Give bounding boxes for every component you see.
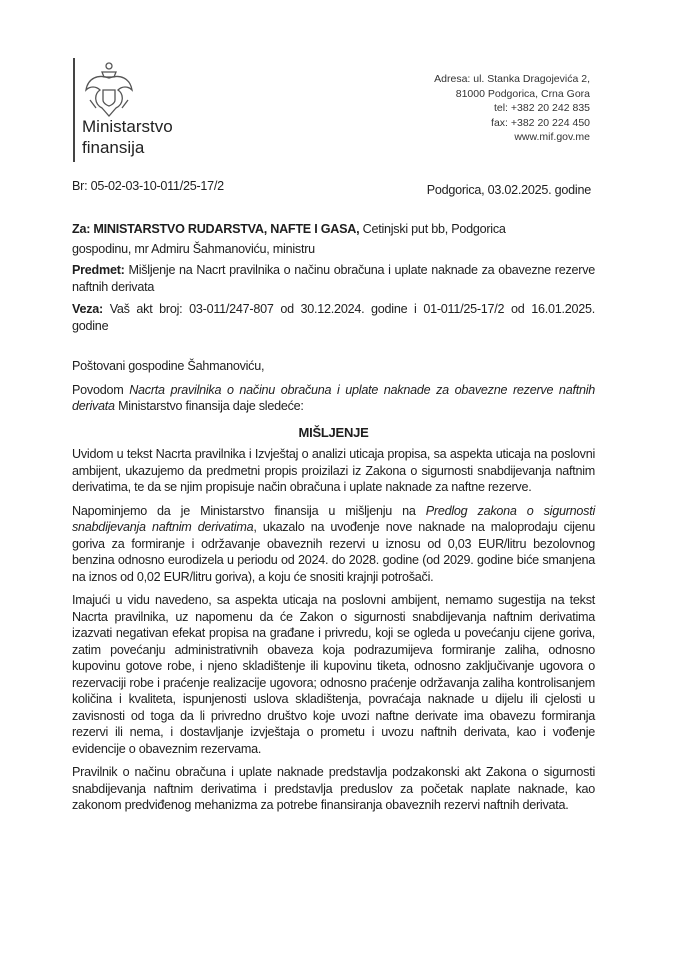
paragraph-3: Imajući u vidu navedeno, sa aspekta uticaja na poslovni ambijent, nemamo sugestija na tekst Nacrta pravilnika, uz napomenu da će Zakon o sigurnosti snabdijevanja naftnim derivatima izazvati negativan efekat propisa na građane i privredu, koji se ogleda u povećanju cijene goriva, zatim povećanju administrativnih obaveza koja podrazumijeva formiranje zaliha, odnosno kupovinu gotove robe, i njeno skladištenje ili kupovinu tiketa, odnosno zaključivanje ugovora o rezervaciji robe i praćenje realizacije ugovora; odnosno praćenje održavanja zaliha kontrolisanjem količina i kvaliteta, ispunjenosti uslova skladištenja, povraćaja naknade u dijelu ili cjelosti u zavisnosti od toga da li privredno društvo koje uvozi naftne derivate ima obavezu formiranja rezervi ili nema, i dostavljanje izvještaja o prometu i uvozu naftnih derivata, kao i vođenje evidencije o obaveznim rezervama. [72, 593, 595, 756]
subject-text: Mišljenje na Nacrt pravilnika o načinu obračuna i uplate naknade za obavezne rezerve naftnih derivata [72, 263, 595, 294]
paragraph-4: Pravilnik o načinu obračuna i uplate naknade predstavlja podzakonski akt Zakona o sigurnosti snabdijevanja naftnim derivatima i predstavlja preduslov za početak naplate naknade, kao zakonom predviđenog mehanizma za potrebe finansiranja obaveznih rezervi naftnih derivata. [72, 765, 595, 812]
ministry-name [82, 116, 173, 158]
paragraph-2-text-end: , ukazalo na uvođenje nove naknade na maloprodaju cijenu goriva za formiranje i održavanje obaveznih rezervi u iznosu od 0,03 EUR/litru bezolovnog benzina odnosno eurodizela u periodu od 2024. do 2028. godine (od 2029. godine biće smanjena na iznos od 0,02 EUR/litru goriva), a koju će snositi krajnji potrošači. [72, 520, 595, 584]
link-text: Vaš akt broj: 03-011/247-807 od 30.12.2024. godine i 01-011/25-17/2 od 16.01.2025. godine [72, 302, 596, 333]
address-fax: fax: +382 20 224 450 [491, 116, 590, 129]
subject-label: Predmet: [72, 263, 125, 277]
coat-of-arms-icon [80, 60, 138, 120]
recipient-label: Za: [72, 222, 91, 236]
reference-link [72, 301, 595, 334]
address-phone: tel: +382 20 242 835 [493, 102, 590, 114]
subject [72, 262, 595, 295]
reference-number: Br: 05-02-03-10-011/25-17/2 [72, 179, 224, 193]
ministry-address [380, 72, 590, 145]
letter-body [72, 221, 595, 814]
recipient-name: MINISTARSTVO RUDARSTVA, NAFTE I GASA, [93, 222, 360, 236]
address-street: Adresa: ul. Stanka Dragojevića 2, [434, 73, 590, 85]
intro-paragraph [72, 382, 595, 415]
paragraph-2-law-title: Predlog zakona o sigurnosti snabdijevanja naftnim derivatima [72, 503, 596, 534]
intro-text-end: Ministarstvo finansija daje sledeće: [118, 399, 304, 413]
letterhead-divider [73, 58, 75, 162]
section-title: MIŠLJENJE [298, 424, 369, 440]
address-website: www.mif.gov.me [514, 131, 590, 143]
ministry-name-line1: Ministarstvo [82, 117, 173, 136]
ministry-name-line2: finansija [82, 138, 145, 157]
salutation: Poštovani gospodine Šahmanoviću, [72, 359, 265, 373]
paragraph-2 [72, 503, 595, 586]
recipient [72, 221, 595, 238]
paragraph-2-text: Napominjemo da je Ministarstvo finansija u mišljenju na [72, 503, 416, 518]
recipient-person: gospodinu, mr Admiru Šahmanoviću, ministru [72, 241, 315, 256]
document-date: Podgorica, 03.02.2025. godine [426, 183, 591, 197]
address-city: 81000 Podgorica, Crna Gora [455, 87, 590, 100]
intro-text: Povodom [72, 382, 124, 397]
intro-document-title: Nacrta pravilnika o načinu obračuna i uplate naknade za obavezne rezerve naftnih derivata [72, 382, 595, 413]
paragraph-1: Uvidom u tekst Nacrta pravilnika i Izvještaj o analizi uticaja propisa, sa aspekta uticaja na poslovni ambijent, ukazujemo da predmetni propis proizilazi iz Zakona o sigurnosti snabdijevanja naftnim derivatima, te da se njim propisuje način obračuna i uplate naknade za naftne rezerve. [72, 447, 595, 494]
recipient-address: Cetinjski put bb, Podgorica [362, 222, 506, 236]
link-label: Veza: [72, 302, 103, 316]
